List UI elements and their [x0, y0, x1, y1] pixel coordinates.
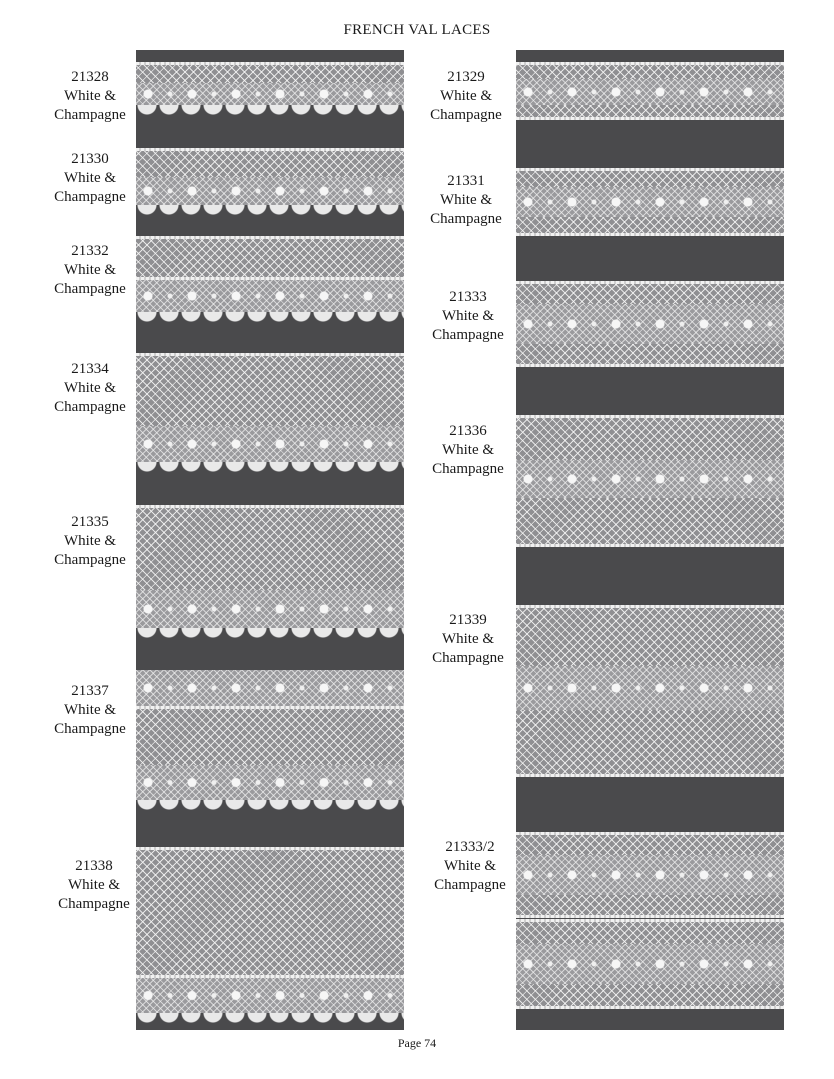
- product-color-2: Champagne: [430, 211, 502, 227]
- product-code: 21337: [71, 683, 109, 699]
- product-color: White &: [441, 631, 495, 647]
- product-code: 21328: [71, 69, 109, 85]
- lace-sample-21336: [516, 415, 784, 547]
- product-code: 21330: [71, 151, 109, 167]
- lace-sample-21337: [136, 670, 404, 812]
- product-color-2: Champagne: [58, 896, 130, 912]
- product-label-21338: [44, 857, 144, 914]
- product-label-21330: [40, 150, 140, 207]
- product-color: White &: [63, 380, 117, 396]
- product-label-21333: [418, 288, 518, 345]
- lace-sample-21332: [136, 236, 404, 326]
- product-code: 21329: [447, 69, 485, 85]
- product-color: White &: [63, 702, 117, 718]
- page-title: FRENCH VAL LACES: [343, 22, 491, 38]
- product-color: White &: [441, 308, 495, 324]
- product-color: White &: [441, 442, 495, 458]
- product-color-2: Champagne: [432, 327, 504, 343]
- product-label-21337: [40, 682, 140, 739]
- product-color-2: Champagne: [54, 399, 126, 415]
- product-label-21329: [416, 68, 516, 125]
- product-label-21334: [40, 360, 140, 417]
- product-color: White &: [443, 858, 497, 874]
- product-label-21333-2: [420, 838, 520, 895]
- product-label-21336: [418, 422, 518, 479]
- product-color-2: Champagne: [434, 877, 506, 893]
- lace-swatch-panel-right: [516, 50, 784, 1030]
- product-color-2: Champagne: [432, 461, 504, 477]
- product-code: 21336: [449, 423, 487, 439]
- lace-sample-21334: [136, 353, 404, 475]
- lace-sample-21338: [136, 847, 404, 1030]
- product-color: White &: [63, 262, 117, 278]
- product-label-21328: [40, 68, 140, 125]
- lace-sample-21329: [516, 62, 784, 120]
- product-color: White &: [439, 192, 493, 208]
- lace-sample-21328: [136, 62, 404, 118]
- product-color-2: Champagne: [54, 281, 126, 297]
- product-color-2: Champagne: [430, 107, 502, 123]
- product-color: White &: [67, 877, 121, 893]
- product-label-21339: [418, 611, 518, 668]
- product-code: 21338: [75, 858, 113, 874]
- page-number: Page 74: [397, 1036, 437, 1050]
- lace-swatch-panel-left: [136, 50, 404, 1030]
- product-color-2: Champagne: [54, 552, 126, 568]
- product-label-21335: [40, 513, 140, 570]
- product-color-2: Champagne: [54, 189, 126, 205]
- product-code: 21333/2: [445, 839, 495, 855]
- product-color: White &: [439, 88, 493, 104]
- product-code: 21339: [449, 612, 487, 628]
- product-color-2: Champagne: [54, 721, 126, 737]
- product-code: 21332: [71, 243, 109, 259]
- lace-sample-21331: [516, 168, 784, 236]
- product-code: 21334: [71, 361, 109, 377]
- lace-sample-21330: [136, 148, 404, 218]
- product-label-21331: [416, 172, 516, 229]
- product-color-2: Champagne: [432, 650, 504, 666]
- lace-sample-21335: [136, 505, 404, 640]
- product-color: White &: [63, 533, 117, 549]
- lace-sample-21333-2: [516, 832, 784, 1030]
- product-code: 21335: [71, 514, 109, 530]
- lace-sample-21333: [516, 281, 784, 367]
- product-code: 21331: [447, 173, 485, 189]
- product-color: White &: [63, 88, 117, 104]
- product-label-21332: [40, 242, 140, 299]
- lace-sample-21339: [516, 605, 784, 777]
- product-color-2: Champagne: [54, 107, 126, 123]
- product-color: White &: [63, 170, 117, 186]
- product-code: 21333: [449, 289, 487, 305]
